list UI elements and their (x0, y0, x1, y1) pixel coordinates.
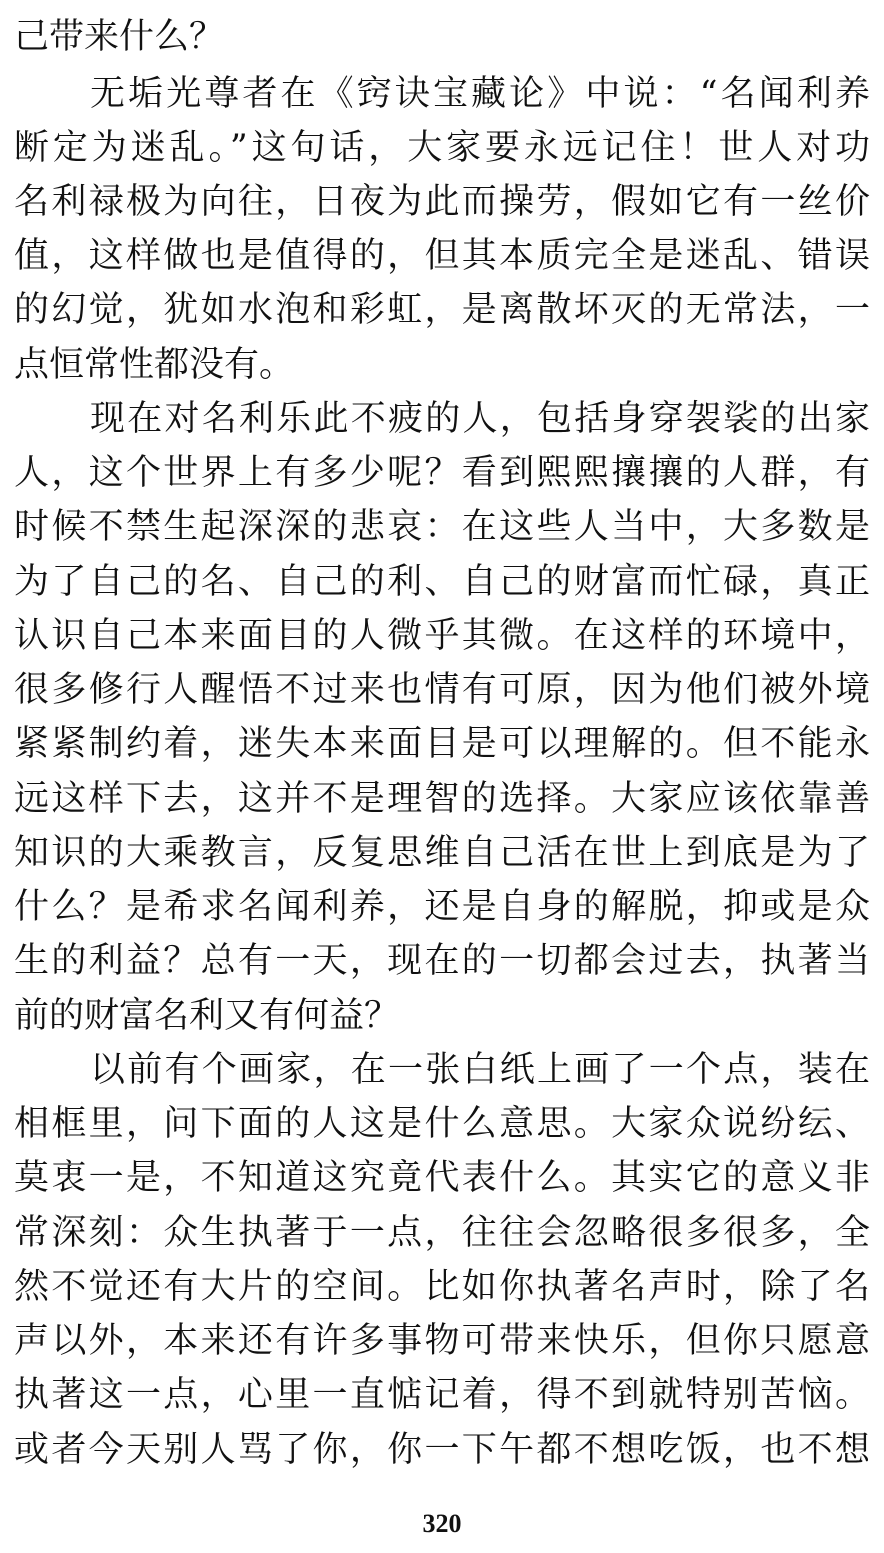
text-line: 认识自己本来面目的人微乎其微。在这样的环境中， (14, 616, 870, 656)
text-line: 紧紧制约着，迷失本来面目是可以理解的。但不能永 (14, 724, 870, 764)
text-line: 为了自己的名、自己的利、自己的财富而忙碌，真正 (14, 562, 870, 602)
text-line: 知识的大乘教言，反复思维自己活在世上到底是为了 (14, 833, 870, 873)
text-line: 什么？是希求名闻利养，还是自身的解脱，抑或是众 (14, 887, 870, 927)
paragraph-first-line: 以前有个画家，在一张白纸上画了一个点，装在 (90, 1050, 870, 1090)
text-line: 己带来什么？ (14, 17, 225, 57)
text-line: 莫衷一是，不知道这究竟代表什么。其实它的意义非 (14, 1158, 870, 1198)
text-line: 前的财富名利又有何益？ (14, 996, 400, 1036)
text-line: 然不觉还有大片的空间。比如你执著名声时，除了名 (14, 1267, 870, 1307)
text-line: 或者今天别人骂了你，你一下午都不想吃饭，也不想 (14, 1430, 870, 1470)
paragraph-first-line: 现在对名利乐此不疲的人，包括身穿袈裟的出家 (90, 399, 870, 439)
text-line: 相框里，问下面的人这是什么意思。大家众说纷纭、 (14, 1104, 870, 1144)
text-line: 名利禄极为向往，日夜为此而操劳，假如它有一丝价 (14, 182, 870, 222)
text-line: 值，这样做也是值得的，但其本质完全是迷乱、错误 (14, 236, 870, 276)
text-line: 的幻觉，犹如水泡和彩虹，是离散坏灭的无常法，一 (14, 290, 870, 330)
page-number: 320 (422, 1509, 462, 1538)
text-line: 常深刻：众生执著于一点，往往会忽略很多很多，全 (14, 1213, 870, 1253)
paragraph-first-line: 无垢光尊者在《窍诀宝藏论》中说：“名闻利养 (90, 74, 870, 114)
text-line: 人，这个世界上有多少呢？看到熙熙攘攘的人群，有 (14, 453, 870, 493)
text-line: 远这样下去，这并不是理智的选择。大家应该依靠善 (14, 779, 870, 819)
text-line: 断定为迷乱。”这句话，大家要永远记住！世人对功 (14, 128, 870, 168)
text-line: 点恒常性都没有。 (14, 345, 295, 385)
text-line: 执著这一点，心里一直惦记着，得不到就特别苦恼。 (14, 1375, 870, 1415)
text-line: 生的利益？总有一天，现在的一切都会过去，执著当 (14, 941, 870, 981)
text-line: 很多修行人醒悟不过来也情有可原，因为他们被外境 (14, 670, 870, 710)
text-line: 声以外，本来还有许多事物可带来快乐，但你只愿意 (14, 1321, 870, 1361)
text-line: 时候不禁生起深深的悲哀：在这些人当中，大多数是 (14, 507, 870, 547)
